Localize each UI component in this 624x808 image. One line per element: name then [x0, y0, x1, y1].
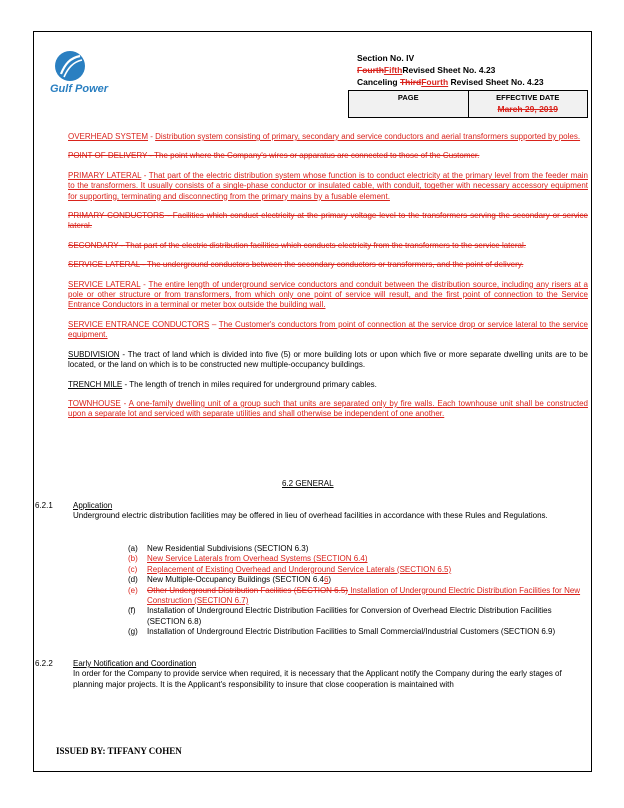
definition-term: TRENCH MILE — [68, 379, 123, 389]
list-item-text: New Residential Subdivisions (SECTION 6.3) — [147, 544, 309, 553]
section-621-text: Underground electric distribution facilities may be offered in lieu of overhead facilities in accordance with these Rules and Regulations. — [73, 511, 548, 521]
section-622 — [73, 659, 588, 690]
definition-item: OVERHEAD SYSTEM - Distribution system consisting of primary, secondary and service conductors and aerial transformers supported by poles. — [68, 132, 581, 141]
list-item — [128, 586, 588, 607]
effective-date-table — [348, 90, 588, 118]
effective-date: March 29, 2019 — [497, 104, 558, 114]
definition-item: SERVICE ENTRANCE CONDUCTORS – The Customer's conductors from point of connection at the service drop or service lateral to the service equipment. — [68, 319, 588, 340]
definition-item: TRENCH MILE - The length of trench in miles required for underground primary cables. — [68, 379, 377, 389]
list-item-label: (e) — [128, 585, 138, 595]
definitions-list — [68, 132, 588, 429]
definition-term: OVERHEAD SYSTEM — [68, 132, 149, 141]
list-item — [128, 565, 588, 575]
list-item-text: New Service Laterals from Overhead Systems (SECTION 6.4) — [147, 554, 368, 564]
section-621-title: Application — [73, 501, 113, 510]
definition-text: The length of trench in miles required for underground primary cables. — [129, 379, 377, 389]
definition-text: The tract of land which is divided into five (5) or more building lots or upon which five or more separate dwelling units are to be located, or the land on which is to be constructed new multiple-occupancy buildings. — [68, 349, 588, 370]
definition-text: A one-family dwelling unit of a group such that units are separated only by fire walls. Each townhouse unit shall be constructed upon a separate lot and serviced with separate utilities and shall otherwise be independent of one another. — [68, 398, 588, 419]
effective-cell: EFFECTIVE DATE March 29, 2019 — [469, 91, 588, 117]
sheet-header — [357, 52, 544, 88]
logo-text: Gulf Power — [50, 83, 109, 95]
application-list — [128, 544, 588, 638]
list-item-label: (a) — [128, 544, 138, 553]
definition-item: PRIMARY CONDUCTORS - Facilities which conduct electricity at the primary voltage level to the transformers serving the secondary or service lateral. — [68, 211, 588, 231]
list-item-text: New Multiple-Occupancy Buildings (SECTION 6.46) — [147, 575, 332, 585]
list-item — [128, 606, 588, 627]
list-item-label: (f) — [128, 606, 136, 616]
definition-term: PRIMARY LATERAL — [68, 170, 142, 180]
definition-term: SUBDIVISION — [68, 349, 120, 359]
list-item-label: (b) — [128, 554, 138, 564]
list-item-text: Other Underground Distribution Facilities (SECTION 6.5) Installation of Underground Electric Distribution Facilities for New Construction (SECTION 6.7) — [147, 585, 581, 606]
revised-sheet: FourthFifthRevised Sheet No. 4.23 — [357, 65, 496, 75]
list-item-label: (c) — [128, 564, 138, 574]
definition-text: The entire length of underground service conductors and conduit between the distribution source, including any risers at a pole or other structure or from transformers, from which only one point of service will result, and the first point of connection to the Service Entrance Conductors in a terminal or meter box outside the building wall. — [68, 279, 588, 310]
general-heading: 6.2 GENERAL — [282, 479, 334, 488]
definition-text: The Customer's conductors from point of connection at the service drop or service lateral to the service equipment. — [68, 319, 588, 340]
definition-text: The point where the Company's wires or apparatus are connected to those of the Customer. — [154, 151, 480, 161]
list-item-text: Installation of Underground Electric Distribution Facilities for Conversion of Overhead Electric Distribution Facilities (SECTION 6.8) — [147, 606, 552, 626]
definition-item: SERVICE LATERAL - The entire length of underground service conductors and conduit between the distribution source, including any risers at a pole or other structure or from transformers, from which only one point of service will result, and the first point of connection to the Service Entrance Conductors in a terminal or meter box outside the building wall. — [68, 279, 588, 310]
list-item-label: (d) — [128, 575, 138, 585]
definition-text: That part of the electric distribution system whose function is to conduct electricity at the primary level from the feeder main to the transformers. It usually consists of a single-phase conductor or insulated cable, with conduit, together with necessary accessory equipment for supporting, terminating and disconnecting from the primary mains by a fusable element. — [68, 170, 589, 201]
list-item — [128, 575, 588, 585]
issued-by: ISSUED BY: TIFFANY COHEN — [56, 746, 182, 756]
list-item — [128, 544, 588, 554]
definition-term: SECONDARY — [68, 240, 119, 250]
definition-term: SERVICE ENTRANCE CONDUCTORS — [68, 319, 210, 329]
section-number-621: 6.2.1 — [35, 501, 53, 510]
list-item-label: (g) — [128, 627, 138, 637]
page-cell: PAGE — [349, 91, 469, 117]
list-item — [128, 554, 588, 564]
section-number-622: 6.2.2 — [35, 659, 53, 668]
definition-text: Distribution system consisting of primary, secondary and service conductors and aerial transformers supported by poles. — [155, 132, 581, 141]
definition-item: SERVICE LATERAL - The underground conductors between the secondary conductors or transformers, and the point of delivery. — [68, 260, 524, 270]
section-number: Section No. IV — [357, 53, 415, 63]
list-item — [128, 627, 588, 637]
definition-item: SECONDARY - That part of the electric distribution facilities which conducts electricity from the transformers to the service lateral. — [68, 240, 526, 250]
section-622-text: In order for the Company to provide service when required, it is necessary that the Applicant notify the Company during the early stages of planning major projects. It is the Applicant's responsibility to insure that close cooperation is maintained with — [73, 669, 562, 689]
definition-term: TOWNHOUSE — [68, 398, 121, 408]
definition-item: TOWNHOUSE - A one-family dwelling unit of a group such that units are separated only by fire walls. Each townhouse unit shall be constructed upon a separate lot and serviced with separate utilities and shall otherwise be independent of one another. — [68, 398, 588, 419]
definition-term: SERVICE LATERAL — [68, 260, 140, 270]
list-item-text: Installation of Underground Electric Distribution Facilities to Small Commercial/Industrial Customers (SECTION 6.9) — [147, 627, 556, 637]
definition-term: PRIMARY CONDUCTORS — [68, 211, 165, 221]
section-622-title: Early Notification and Coordination — [73, 659, 197, 668]
section-621 — [73, 501, 588, 522]
canceling-sheet: Canceling ThirdFourth Revised Sheet No. 4.23 — [357, 77, 544, 87]
definition-term: SERVICE LATERAL — [68, 279, 141, 289]
definition-text: That part of the electric distribution facilities which conducts electricity from the transformers to the service lateral. — [125, 240, 526, 250]
list-item-text: Replacement of Existing Overhead and Underground Service Laterals (SECTION 6.5) — [147, 564, 452, 574]
definition-term: POINT OF DELIVERY — [68, 151, 148, 161]
definition-item: PRIMARY LATERAL - That part of the electric distribution system whose function is to conduct electricity at the primary level from the feeder main to the transformers. It usually consists of a single-phase conductor or insulated cable, with conduit, together with necessary accessory equipment for supporting, terminating and disconnecting from the primary mains by a fusable element. — [68, 170, 589, 201]
definition-text: The underground conductors between the secondary conductors or transformers, and the point of delivery. — [146, 260, 524, 270]
definition-text: Facilities which conduct electricity at the primary voltage level to the transformers serving the secondary or service lateral. — [68, 211, 588, 231]
definition-item: POINT OF DELIVERY - The point where the Company's wires or apparatus are connected to those of the Customer. — [68, 151, 480, 161]
definition-item: SUBDIVISION - The tract of land which is divided into five (5) or more building lots or upon which five or more separate dwelling units are to be located, or the land on which is to be constructed new multiple-occupancy buildings. — [68, 349, 588, 370]
